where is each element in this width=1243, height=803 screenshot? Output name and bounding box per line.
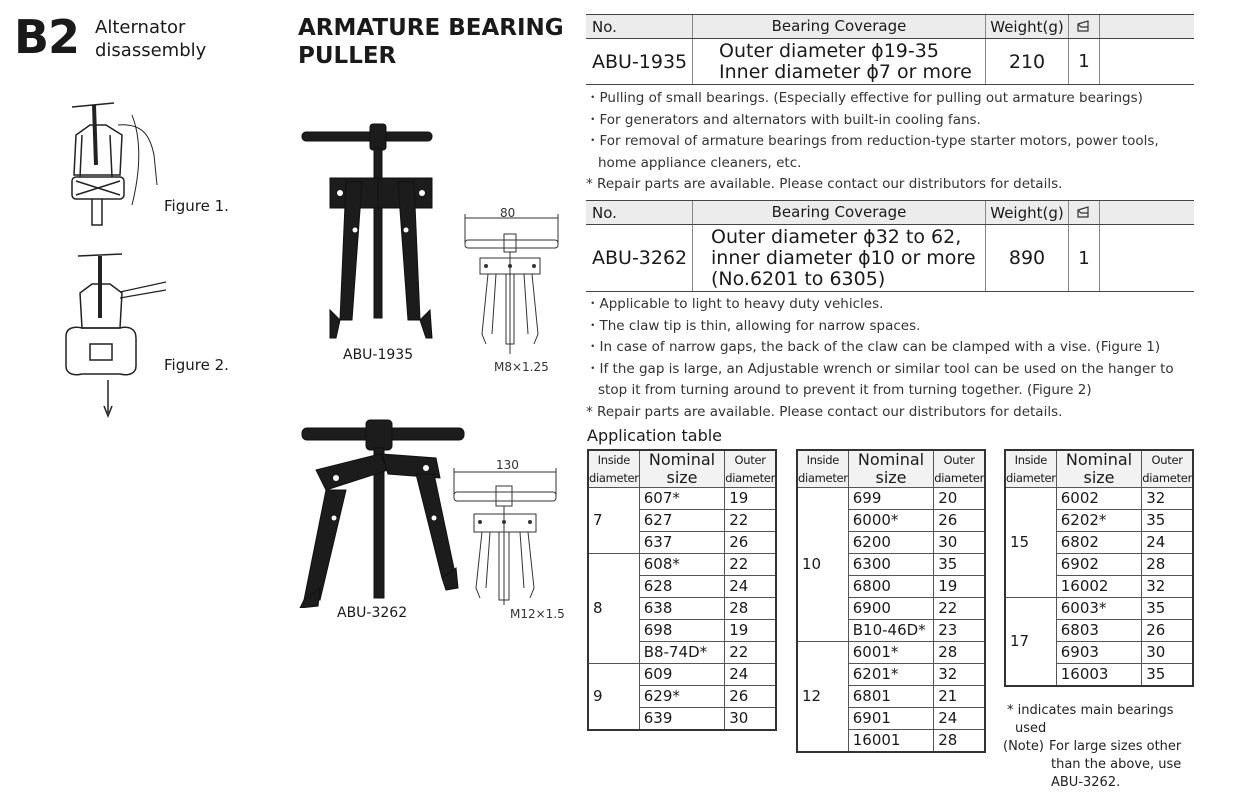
nominal-size-cell: 6800 [848,576,934,598]
nominal-size-cell: 6900 [848,598,934,620]
abu-1935-drawing [462,204,562,369]
spec-table-abu-1935 [586,14,1194,85]
abu-3262-thread-size: M12×1.5 [510,607,565,621]
nominal-size-cell: 6000* [848,510,934,532]
outer-diameter-cell: 24 [725,576,776,598]
table-row [797,488,985,510]
weight-value: 210 [986,39,1069,85]
outer-diameter-cell: 30 [934,532,985,554]
nominal-size-cell: 698 [639,620,725,642]
nominal-size-cell: 637 [639,532,725,554]
outer-diameter-cell: 22 [725,510,776,532]
nominal-size-cell: 6903 [1056,642,1142,664]
nominal-size-cell: 6901 [848,708,934,730]
note-item: * Repair parts are available. Please contact our distributors for details. [586,176,1063,192]
outer-diameter-cell: 22 [725,554,776,576]
header-weight: Weight(g) [986,15,1069,39]
spec-row [586,225,1194,292]
bearing-coverage: Outer diameter ϕ32 to 62, inner diameter ϕ10 or more (No.6201 to 6305) [693,225,986,292]
header-nominal-size: Nominal size [1056,450,1142,488]
outer-diameter-cell: 19 [934,576,985,598]
figure-1-illustration [62,95,162,245]
app-header-row [588,450,776,488]
outer-diameter-cell: 19 [725,488,776,510]
header-inside-diameter: Inside diameter [797,450,848,488]
outer-diameter-cell: 28 [725,598,776,620]
note-item: ・Applicable to light to heavy duty vehicles. [586,296,884,312]
nominal-size-cell: 6003* [1056,598,1142,620]
nominal-size-cell: B10-46D* [848,620,934,642]
nominal-size-cell: B8-74D* [639,642,725,664]
nominal-size-cell: 6802 [1056,532,1142,554]
table-row [797,642,985,664]
application-table-title: Application table [587,426,723,445]
nominal-size-cell: 699 [848,488,934,510]
nominal-size-cell: 639 [639,708,725,731]
box-icon [1069,15,1100,39]
quantity-value: 1 [1069,225,1100,292]
table-row [588,664,776,686]
weight-value: 890 [986,225,1069,292]
inside-diameter-cell: 7 [588,488,639,554]
outer-diameter-cell: 32 [1142,576,1193,598]
nominal-size-cell: 16003 [1056,664,1142,687]
application-table-3 [1004,449,1194,687]
note-item: ・If the gap is large, an Adjustable wrench or similar tool can be used on the hanger to stop it from turning around to prevent it from turning together. (Figure 2) [586,360,1174,398]
nominal-size-cell: 16001 [848,730,934,753]
abu-1935-thread-size: M8×1.25 [494,360,549,374]
app-header-row [797,450,985,488]
section-code: B2 [14,10,80,64]
outer-diameter-cell: 30 [1142,642,1193,664]
outer-diameter-cell: 26 [1142,620,1193,642]
note-item: ・For generators and alternators with built-in cooling fans. [586,111,981,128]
spec-row [586,39,1194,85]
outer-diameter-cell: 28 [934,642,985,664]
note-item: ・The claw tip is thin, allowing for narrow spaces. [586,317,921,334]
header-no: No. [586,201,693,225]
nominal-size-cell: 609 [639,664,725,686]
nominal-size-cell: 6202* [1056,510,1142,532]
nominal-size-cell: 6001* [848,642,934,664]
outer-diameter-cell: 32 [934,664,985,686]
nominal-size-cell: 608* [639,554,725,576]
outer-diameter-cell: 23 [934,620,985,642]
nominal-size-cell: 627 [639,510,725,532]
abu-3262-label: ABU-3262 [337,605,408,621]
header-inside-diameter: Inside diameter [1005,450,1056,488]
header-empty [1100,201,1195,225]
table-row [1005,488,1193,510]
star-footnote: * indicates main bearings used [1007,703,1174,736]
note-item: ・In case of narrow gaps, the back of the claw can be clamped with a vise. (Figure 1) [586,339,1161,355]
nominal-size-cell: 6902 [1056,554,1142,576]
abu-3262-photo [296,418,466,608]
note-footnote: (Note) For large sizes other than the above, use ABU-3262. [1003,739,1182,790]
app-header-row [1005,450,1193,488]
inside-diameter-cell: 15 [1005,488,1056,598]
outer-diameter-cell: 35 [1142,598,1193,620]
outer-diameter-cell: 28 [1142,554,1193,576]
figure-2-label: Figure 2. [164,356,229,374]
header-empty [1100,15,1195,39]
nominal-size-cell: 629* [639,686,725,708]
nominal-size-cell: 16002 [1056,576,1142,598]
inside-diameter-cell: 12 [797,642,848,753]
header-nominal-size: Nominal size [639,450,725,488]
inside-diameter-cell: 17 [1005,598,1056,687]
outer-diameter-cell: 26 [725,686,776,708]
nominal-size-cell: 6200 [848,532,934,554]
footnotes [1003,702,1181,792]
outer-diameter-cell: 19 [725,620,776,642]
note-item: ・Pulling of small bearings. (Especially effective for pulling out armature bearings) [586,90,1143,106]
inside-diameter-cell: 9 [588,664,639,731]
header-coverage: Bearing Coverage [693,201,986,225]
outer-diameter-cell: 22 [934,598,985,620]
note-item: ・For removal of armature bearings from reduction-type starter motors, power tools, home appliance cleaners, etc. [586,133,1159,171]
spec-header-row [586,15,1194,39]
section-name: Alternator disassembly [95,17,207,61]
outer-diameter-cell: 35 [1142,510,1193,532]
spec-table-abu-3262 [586,200,1194,292]
outer-diameter-cell: 24 [934,708,985,730]
model-no: ABU-1935 [586,39,693,85]
inside-diameter-cell: 10 [797,488,848,642]
abu-1935-label: ABU-1935 [343,347,414,363]
notes-abu-3262 [586,294,1201,423]
outer-diameter-cell: 30 [725,708,776,731]
header-no: No. [586,15,693,39]
figure-1-label: Figure 1. [164,197,229,215]
outer-diameter-cell: 24 [1142,532,1193,554]
nominal-size-cell: 6300 [848,554,934,576]
quantity-value: 1 [1069,39,1100,85]
abu-3262-drawing [452,460,562,610]
bearing-coverage: Outer diameter ϕ19-35 Inner diameter ϕ7 or more [693,39,986,85]
box-icon [1069,201,1100,225]
outer-diameter-cell: 28 [934,730,985,753]
outer-diameter-cell: 35 [934,554,985,576]
table-row [588,554,776,576]
outer-diameter-cell: 35 [1142,664,1193,687]
notes-abu-1935 [586,88,1201,196]
outer-diameter-cell: 24 [725,664,776,686]
model-no: ABU-3262 [586,225,693,292]
outer-diameter-cell: 32 [1142,488,1193,510]
header-inside-diameter: Inside diameter [588,450,639,488]
spec-header-row [586,201,1194,225]
outer-diameter-cell: 20 [934,488,985,510]
table-row [1005,598,1193,620]
application-table-1 [587,449,777,731]
nominal-size-cell: 6002 [1056,488,1142,510]
outer-diameter-cell: 26 [725,532,776,554]
nominal-size-cell: 638 [639,598,725,620]
header-outer-diameter: Outer diameter [725,450,776,488]
nominal-size-cell: 6801 [848,686,934,708]
nominal-size-cell: 628 [639,576,725,598]
outer-diameter-cell: 22 [725,642,776,664]
application-table-2 [796,449,986,753]
abu-1935-width-dimension: 80 [500,206,516,220]
header-weight: Weight(g) [986,201,1069,225]
outer-diameter-cell: 26 [934,510,985,532]
nominal-size-cell: 607* [639,488,725,510]
abu-3262-width-dimension: 130 [496,458,519,472]
header-nominal-size: Nominal size [848,450,934,488]
header-outer-diameter: Outer diameter [1142,450,1193,488]
abu-1935-photo [300,120,440,345]
nominal-size-cell: 6201* [848,664,934,686]
nominal-size-cell: 6803 [1056,620,1142,642]
header-coverage: Bearing Coverage [693,15,986,39]
inside-diameter-cell: 8 [588,554,639,664]
note-item: * Repair parts are available. Please contact our distributors for details. [586,403,1063,420]
table-row [588,488,776,510]
header-outer-diameter: Outer diameter [934,450,985,488]
product-title: ARMATURE BEARING PULLER [298,15,564,69]
outer-diameter-cell: 21 [934,686,985,708]
figure-2-illustration [60,248,170,420]
